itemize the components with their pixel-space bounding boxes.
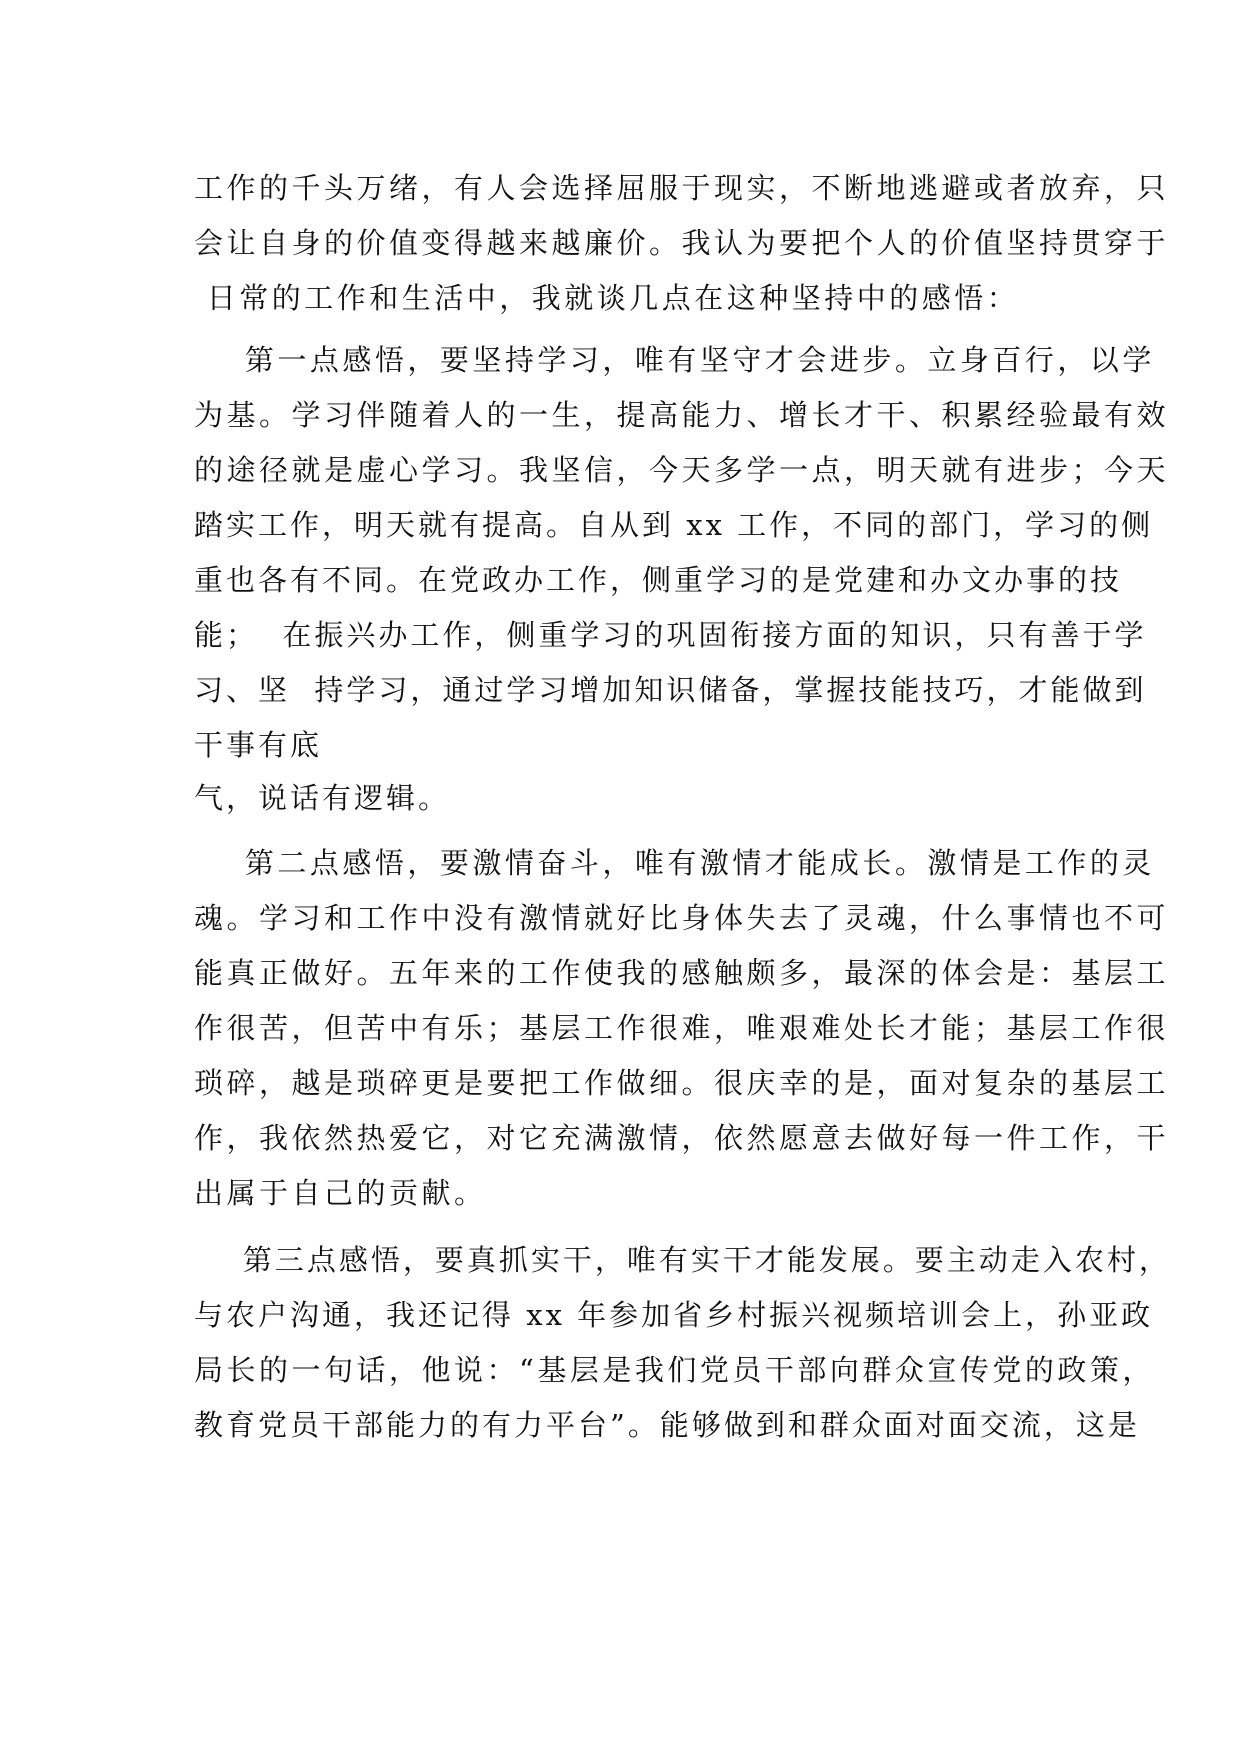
paragraph-4-line-2: 与农户沟通，我还记得 xx 年参加省乡村振兴视频培训会上，孙亚政 bbox=[194, 1298, 1154, 1332]
paragraph-2-line-3: 的途径就是虚心学习。我坚信，今天多学一点，明天就有进步；今天 bbox=[194, 453, 1170, 487]
paragraph-3-line-1: 第二点感悟，要激情奋斗，唯有激情才能成长。激情是工作的灵 bbox=[194, 846, 1155, 880]
paragraph-2-line-5: 重也各有不同。在党政办工作，侧重学习的是党建和办文办事的技 bbox=[194, 563, 1123, 597]
paragraph-3-line-5: 琐碎，越是琐碎更是要把工作做细。很庆幸的是，面对复杂的基层工 bbox=[194, 1066, 1170, 1100]
paragraph-3-line-7: 出属于自己的贡献。 bbox=[194, 1176, 487, 1210]
paragraph-3-line-4: 作很苦，但苦中有乐；基层工作很难，唯艰难处长才能；基层工作很 bbox=[194, 1011, 1170, 1045]
paragraph-2-line-4: 踏实工作，明天就有提高。自从到 xx 工作，不同的部门，学习的侧 bbox=[194, 508, 1154, 542]
paragraph-3-line-6: 作，我依然热爱它，对它充满激情，依然愿意去做好每一件工作，干 bbox=[194, 1121, 1170, 1155]
paragraph-2-line-2: 为基。学习伴随着人的一生，提高能力、增长才干、积累经验最有效 bbox=[194, 398, 1170, 432]
paragraph-4-line-1: 第三点感悟，要真抓实干，唯有实干才能发展。要主动走入农村， bbox=[194, 1243, 1171, 1277]
paragraph-1-line-2: 会让自身的价值变得越来越廉价。我认为要把个人的价值坚持贯穿于 bbox=[194, 226, 1170, 260]
paragraph-3-line-2: 魂。学习和工作中没有激情就好比身体失去了灵魂，什么事情也不可 bbox=[194, 901, 1170, 935]
paragraph-4-line-4: 教育党员干部能力的有力平台”。能够做到和群众面对面交流，这是 bbox=[194, 1408, 1140, 1442]
paragraph-2-line-1: 第一点感悟，要坚持学习，唯有坚守才会进步。立身百行，以学 bbox=[194, 343, 1155, 377]
paragraph-2-line-8: 干事有底 bbox=[194, 728, 323, 762]
paragraph-4-line-3: 局长的一句话，他说：“基层是我们党员干部向群众宣传党的政策， bbox=[194, 1353, 1155, 1387]
paragraph-2-line-9: 气，说话有逻辑。 bbox=[194, 781, 451, 815]
paragraph-2-line-6: 能； 在振兴办工作，侧重学习的巩固衔接方面的知识，只有善于学 bbox=[194, 618, 1147, 652]
paragraph-2-line-7: 习、坚 持学习，通过学习增加知识储备，掌握技能技巧，才能做到 bbox=[194, 673, 1147, 707]
paragraph-3-line-3: 能真正做好。五年来的工作使我的感触颇多，最深的体会是：基层工 bbox=[194, 956, 1170, 990]
paragraph-1-line-1: 工作的千头万绪，有人会选择屈服于现实，不断地逃避或者放弃，只 bbox=[194, 171, 1170, 205]
paragraph-1-line-3: 日常的工作和生活中，我就谈几点在这种坚持中的感悟： bbox=[194, 281, 1020, 315]
